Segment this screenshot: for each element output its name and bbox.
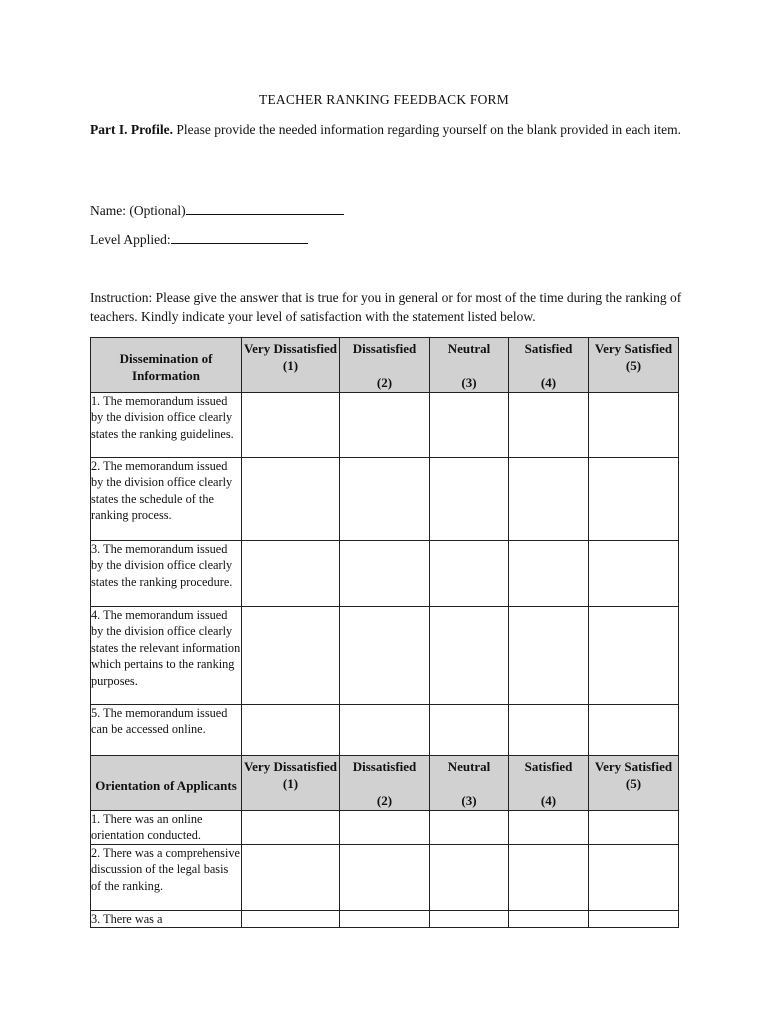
section-header-row bbox=[91, 338, 679, 393]
scale-label: Dissatisfied bbox=[352, 759, 417, 774]
scale-number: (5) bbox=[625, 776, 642, 791]
rating-cell[interactable] bbox=[509, 393, 589, 458]
table-row bbox=[91, 458, 679, 541]
scale-label: Neutral bbox=[447, 341, 491, 356]
scale-spacer bbox=[430, 775, 508, 792]
rating-cell[interactable] bbox=[340, 910, 430, 927]
rating-cell[interactable] bbox=[589, 811, 679, 845]
statement-cell: 2. The memorandum issued by the division office clearly states the schedule of the ranking process. bbox=[91, 458, 242, 541]
table-row bbox=[91, 393, 679, 458]
rating-table bbox=[90, 337, 679, 928]
scale-spacer bbox=[340, 775, 429, 792]
scale-header bbox=[340, 338, 430, 393]
scale-label: Very Dissatisfied bbox=[243, 759, 338, 774]
scale-number: (1) bbox=[282, 358, 299, 373]
part-one-intro bbox=[90, 121, 690, 139]
scale-header bbox=[430, 338, 509, 393]
statement-cell: 4. The memorandum issued by the division office clearly states the relevant information which pertains to the ranking purposes. bbox=[91, 607, 242, 705]
rating-cell[interactable] bbox=[242, 811, 340, 845]
scale-number: (4) bbox=[540, 793, 557, 808]
rating-cell[interactable] bbox=[509, 458, 589, 541]
rating-cell[interactable] bbox=[430, 607, 509, 705]
scale-header bbox=[589, 338, 679, 393]
rating-cell[interactable] bbox=[509, 811, 589, 845]
rating-cell[interactable] bbox=[430, 844, 509, 910]
statement-cell: 1. There was an online orientation conducted. bbox=[91, 811, 242, 845]
rating-cell[interactable] bbox=[242, 458, 340, 541]
rating-cell[interactable] bbox=[430, 393, 509, 458]
scale-header bbox=[242, 756, 340, 811]
instruction-text: Instruction: Please give the answer that is true for you in general or for most of the time during the ranking of teachers. Kindly indicate your level of satisfaction with the statement listed below. bbox=[90, 290, 682, 324]
scale-label: Satisfied bbox=[524, 341, 573, 356]
level-label: Level Applied: bbox=[90, 232, 171, 247]
rating-cell[interactable] bbox=[242, 705, 340, 756]
level-field bbox=[90, 230, 308, 248]
statement-cell: 3. The memorandum issued by the division office clearly states the ranking procedure. bbox=[91, 541, 242, 607]
rating-cell[interactable] bbox=[340, 844, 430, 910]
rating-cell[interactable] bbox=[242, 844, 340, 910]
section-title: Orientation of Applicants bbox=[91, 756, 242, 811]
scale-spacer bbox=[340, 357, 429, 374]
statement-cell: 2. There was a comprehensive discussion of the legal basis of the ranking. bbox=[91, 844, 242, 910]
rating-cell[interactable] bbox=[509, 541, 589, 607]
scale-header bbox=[589, 756, 679, 811]
scale-number: (3) bbox=[461, 793, 477, 808]
statement-cell: 1. The memorandum issued by the division office clearly states the ranking guidelines. bbox=[91, 393, 242, 458]
rating-cell[interactable] bbox=[589, 393, 679, 458]
scale-header bbox=[509, 756, 589, 811]
level-blank[interactable] bbox=[171, 230, 308, 244]
rating-cell[interactable] bbox=[509, 910, 589, 927]
rating-cell[interactable] bbox=[589, 607, 679, 705]
rating-cell[interactable] bbox=[430, 910, 509, 927]
table-row bbox=[91, 541, 679, 607]
rating-cell[interactable] bbox=[589, 458, 679, 541]
rating-cell[interactable] bbox=[509, 607, 589, 705]
rating-cell[interactable] bbox=[242, 541, 340, 607]
rating-cell[interactable] bbox=[340, 705, 430, 756]
rating-cell[interactable] bbox=[430, 705, 509, 756]
name-field bbox=[90, 201, 344, 219]
scale-number: (1) bbox=[282, 776, 299, 791]
table-row bbox=[91, 910, 679, 927]
scale-number: (2) bbox=[376, 793, 393, 808]
scale-number: (3) bbox=[461, 375, 477, 390]
part-one-label: Part I. Profile. bbox=[90, 122, 173, 137]
scale-number: (4) bbox=[540, 375, 557, 390]
rating-cell[interactable] bbox=[430, 541, 509, 607]
rating-cell[interactable] bbox=[509, 844, 589, 910]
section-header-row bbox=[91, 756, 679, 811]
rating-cell[interactable] bbox=[509, 705, 589, 756]
scale-label: Very Satisfied bbox=[594, 341, 673, 356]
scale-label: Dissatisfied bbox=[352, 341, 417, 356]
table-row bbox=[91, 811, 679, 845]
rating-cell[interactable] bbox=[589, 844, 679, 910]
scale-header bbox=[340, 756, 430, 811]
table-row bbox=[91, 705, 679, 756]
rating-cell[interactable] bbox=[242, 910, 340, 927]
statement-cell: 5. The memorandum issued can be accessed online. bbox=[91, 705, 242, 756]
rating-cell[interactable] bbox=[340, 541, 430, 607]
rating-cell[interactable] bbox=[242, 393, 340, 458]
scale-label: Very Satisfied bbox=[594, 759, 673, 774]
form-title: TEACHER RANKING FEEDBACK FORM bbox=[259, 92, 509, 107]
scale-header bbox=[509, 338, 589, 393]
scale-header bbox=[430, 756, 509, 811]
rating-cell[interactable] bbox=[340, 811, 430, 845]
table-row bbox=[91, 607, 679, 705]
part-one-text: Please provide the needed information regarding yourself on the blank provided in each item. bbox=[172, 122, 681, 137]
rating-cell[interactable] bbox=[340, 458, 430, 541]
scale-number: (2) bbox=[376, 375, 393, 390]
name-blank[interactable] bbox=[186, 201, 344, 215]
scale-label: Very Dissatisfied bbox=[243, 341, 338, 356]
scale-spacer bbox=[430, 357, 508, 374]
rating-cell[interactable] bbox=[430, 458, 509, 541]
scale-label: Neutral bbox=[447, 759, 491, 774]
scale-spacer bbox=[509, 775, 588, 792]
rating-cell[interactable] bbox=[242, 607, 340, 705]
rating-cell[interactable] bbox=[589, 705, 679, 756]
rating-cell[interactable] bbox=[430, 811, 509, 845]
rating-cell[interactable] bbox=[589, 541, 679, 607]
statement-cell: 3. There was a bbox=[91, 910, 242, 927]
rating-cell[interactable] bbox=[340, 607, 430, 705]
scale-header bbox=[242, 338, 340, 393]
name-label: Name: (Optional) bbox=[90, 203, 186, 218]
scale-spacer bbox=[509, 357, 588, 374]
rating-cell[interactable] bbox=[589, 910, 679, 927]
scale-number: (5) bbox=[625, 358, 642, 373]
section-title: Dissemination of Information bbox=[91, 338, 242, 393]
table-row bbox=[91, 844, 679, 910]
rating-cell[interactable] bbox=[340, 393, 430, 458]
scale-label: Satisfied bbox=[524, 759, 573, 774]
